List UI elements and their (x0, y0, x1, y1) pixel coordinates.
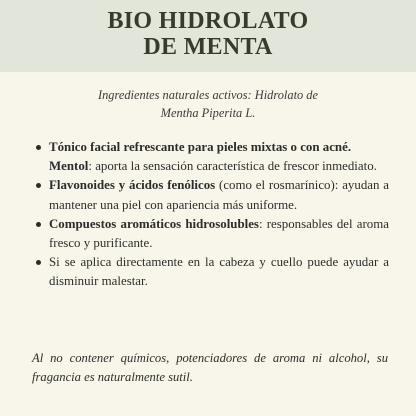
feature-text: (como el rosmarínico): ayudan a mantener una piel con apariencia más uniforme. (49, 178, 389, 212)
feature-bold: Mentol (49, 159, 89, 174)
closing-note: Al no contener químicos, potenciadores de aroma ni alcohol, su fragancia es naturalmente sutil. (32, 351, 388, 384)
feature-item-aromatics (34, 215, 389, 253)
features-list (34, 138, 389, 292)
feature-bold: Compuestos aromáticos hidrosolubles (49, 216, 259, 231)
feature-item-head-neck (34, 253, 389, 291)
ingredients-line-1: Ingredientes naturales activos: Hidrolato de (97, 88, 318, 102)
feature-text: : aporta la sensación característica de frescor inmediato. (88, 159, 377, 174)
title-line-1: BIO HIDROLATO (107, 8, 309, 34)
title-banner (0, 0, 416, 72)
feature-text: : responsables del aroma fresco y purificante. (49, 216, 389, 251)
feature-text: Si se aplica directamente en la cabeza y cuello puede ayudar a disminuir malestar. (49, 255, 389, 289)
feature-bold: Flavonoides y ácidos fenólicos (49, 178, 216, 193)
feature-bold: Tónico facial refrescante para pieles mixtas o con acné. (49, 140, 352, 154)
page-title (0, 0, 416, 60)
feature-item-flavonoids (34, 176, 389, 214)
ingredients-note (60, 86, 356, 122)
ingredients-line-2: Mentha Piperita L. (160, 106, 256, 120)
title-line-2: DE MENTA (143, 34, 273, 60)
feature-item-tonic (34, 138, 389, 176)
